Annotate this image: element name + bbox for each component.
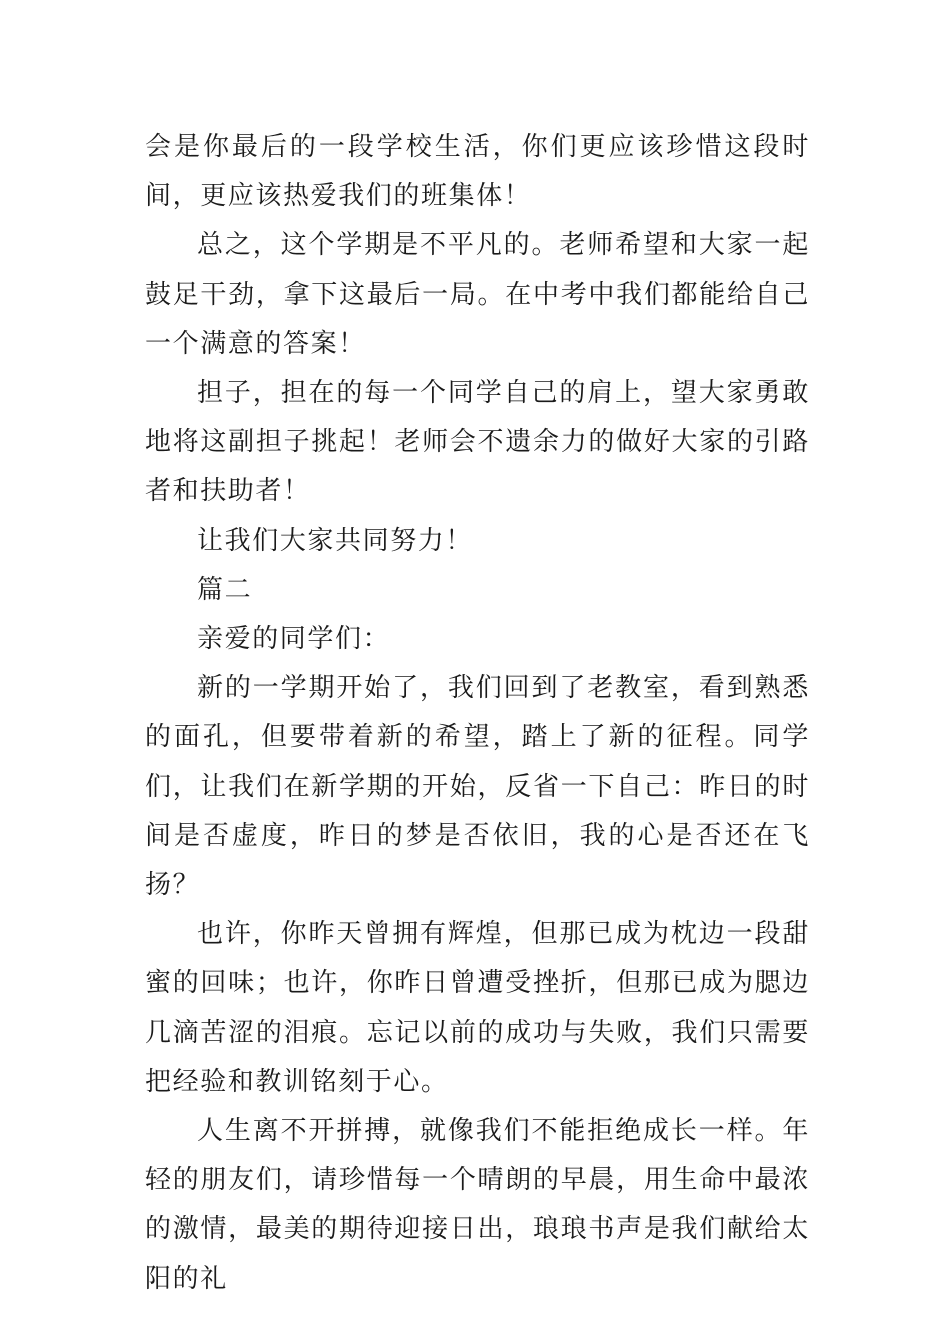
- paragraph: 新的一学期开始了，我们回到了老教室，看到熟悉的面孔，但要带着新的希望，踏上了新的征程。同学们，让我们在新学期的开始，反省一下自己：昨日的时间是否虚度，昨日的梦是否依旧，我的心是否还在飞扬？: [145, 673, 810, 901]
- paragraph: 总之，这个学期是不平凡的。老师希望和大家一起鼓足干劲，拿下这最后一局。在中考中我们都能给自己一个满意的答案！: [145, 230, 810, 359]
- paragraph-continued: 会是你最后的一段学校生活，你们更应该珍惜这段时间，更应该热爱我们的班集体！: [145, 132, 810, 212]
- salutation: 亲爱的同学们：: [197, 624, 391, 655]
- paragraph: 也许，你昨天曾拥有辉煌，但那已成为枕边一段甜蜜的回味；也许，你昨日曾遭受挫折，但那已成为腮边几滴苦涩的泪痕。忘记以前的成功与失败，我们只需要把经验和教训铭刻于心。: [145, 919, 810, 1097]
- paragraph: 担子，担在的每一个同学自己的肩上，望大家勇敢地将这副担子挑起！老师会不遗余力的做好大家的引路者和扶助者！: [145, 378, 810, 507]
- paragraph: 人生离不开拼搏，就像我们不能拒绝成长一样。年轻的朋友们，请珍惜每一个晴朗的早晨，用生命中最浓的激情，最美的期待迎接日出，琅琅书声是我们献给太阳的礼: [145, 1116, 810, 1294]
- document-body: [145, 123, 810, 1304]
- section-heading: 篇二: [197, 574, 253, 605]
- paragraph: 让我们大家共同努力！: [197, 525, 474, 556]
